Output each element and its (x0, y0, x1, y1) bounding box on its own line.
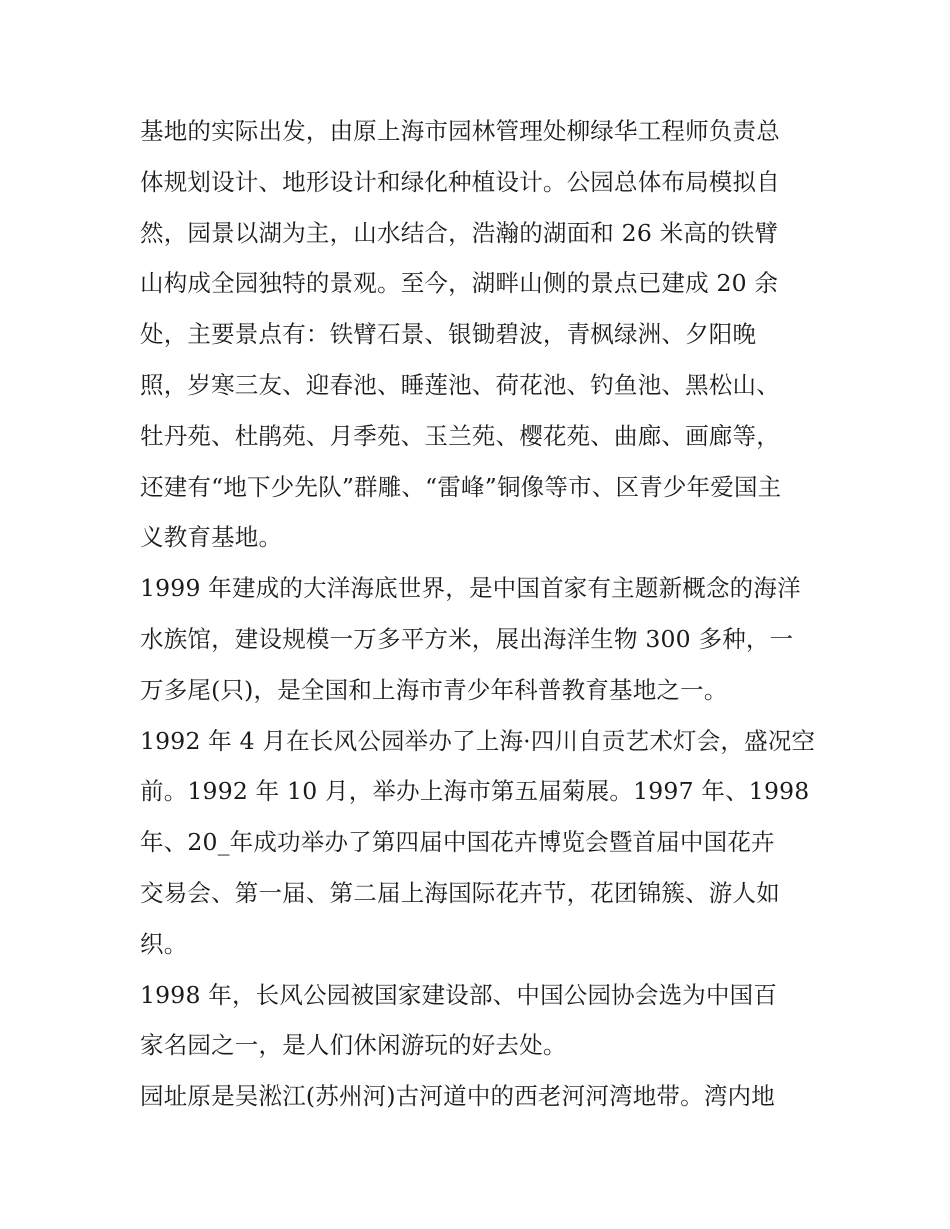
text-line: 处，主要景点有：铁臂石景、银锄碧波，青枫绿洲、夕阳晚 (140, 320, 757, 349)
text-line: 织。 (140, 929, 188, 958)
paragraph (140, 106, 815, 563)
text-line: 山构成全园独特的景观。至今，湖畔山侧的景点已建成 20 余 (140, 269, 779, 298)
text-line: 牡丹苑、杜鹃苑、月季苑、玉兰苑、樱花苑、曲廊、画廊等， (140, 421, 780, 450)
text-line: 1992 年 4 月在长风公园举办了上海·四川自贡艺术灯会，盛况空 (140, 726, 816, 755)
text-line: 万多尾(只)，是全国和上海市青少年科普教育基地之一。 (140, 675, 728, 704)
text-line: 基地的实际出发，由原上海市园林管理处柳绿华工程师负责总 (140, 117, 780, 145)
text-line: 水族馆，建设规模一万多平方米，展出海洋生物 300 多种，一 (140, 624, 794, 653)
text-line: 家名园之一，是人们休闲游玩的好去处。 (140, 1031, 567, 1060)
text-line: 义教育基地。 (140, 523, 283, 552)
text-line: 然，园景以湖为主，山水结合，浩瀚的湖面和 26 米高的铁臂 (140, 218, 779, 247)
text-line: 园址原是吴淞江(苏州河)古河道中的西老河河湾地带。湾内地 (140, 1082, 775, 1111)
paragraph (140, 1071, 815, 1122)
text-line: 交易会、第一届、第二届上海国际花卉节，花团锦簇、游人如 (140, 878, 780, 907)
text-line: 体规划设计、地形设计和绿化种植设计。公园总体布局模拟自 (140, 167, 780, 196)
paragraph (140, 970, 815, 1072)
text-line: 年、20_年成功举办了第四届中国花卉博览会暨首届中国花卉 (140, 828, 775, 857)
paragraph (140, 716, 815, 970)
text-line: 照，岁寒三友、迎春池、睡莲池、荷花池、钓鱼池、黑松山、 (140, 370, 780, 399)
text-line: 还建有“地下少先队”群雕、“雷峰”铜像等市、区青少年爱国主 (140, 472, 782, 501)
paragraph (140, 563, 815, 715)
document-page (140, 106, 815, 1122)
text-line: 前。1992 年 10 月，举办上海市第五届菊展。1997 年、1998 (140, 777, 810, 806)
text-line: 1999 年建成的大洋海底世界，是中国首家有主题新概念的海洋 (140, 574, 801, 603)
text-line: 1998 年，长风公园被国家建设部、中国公园协会选为中国百 (140, 980, 778, 1009)
